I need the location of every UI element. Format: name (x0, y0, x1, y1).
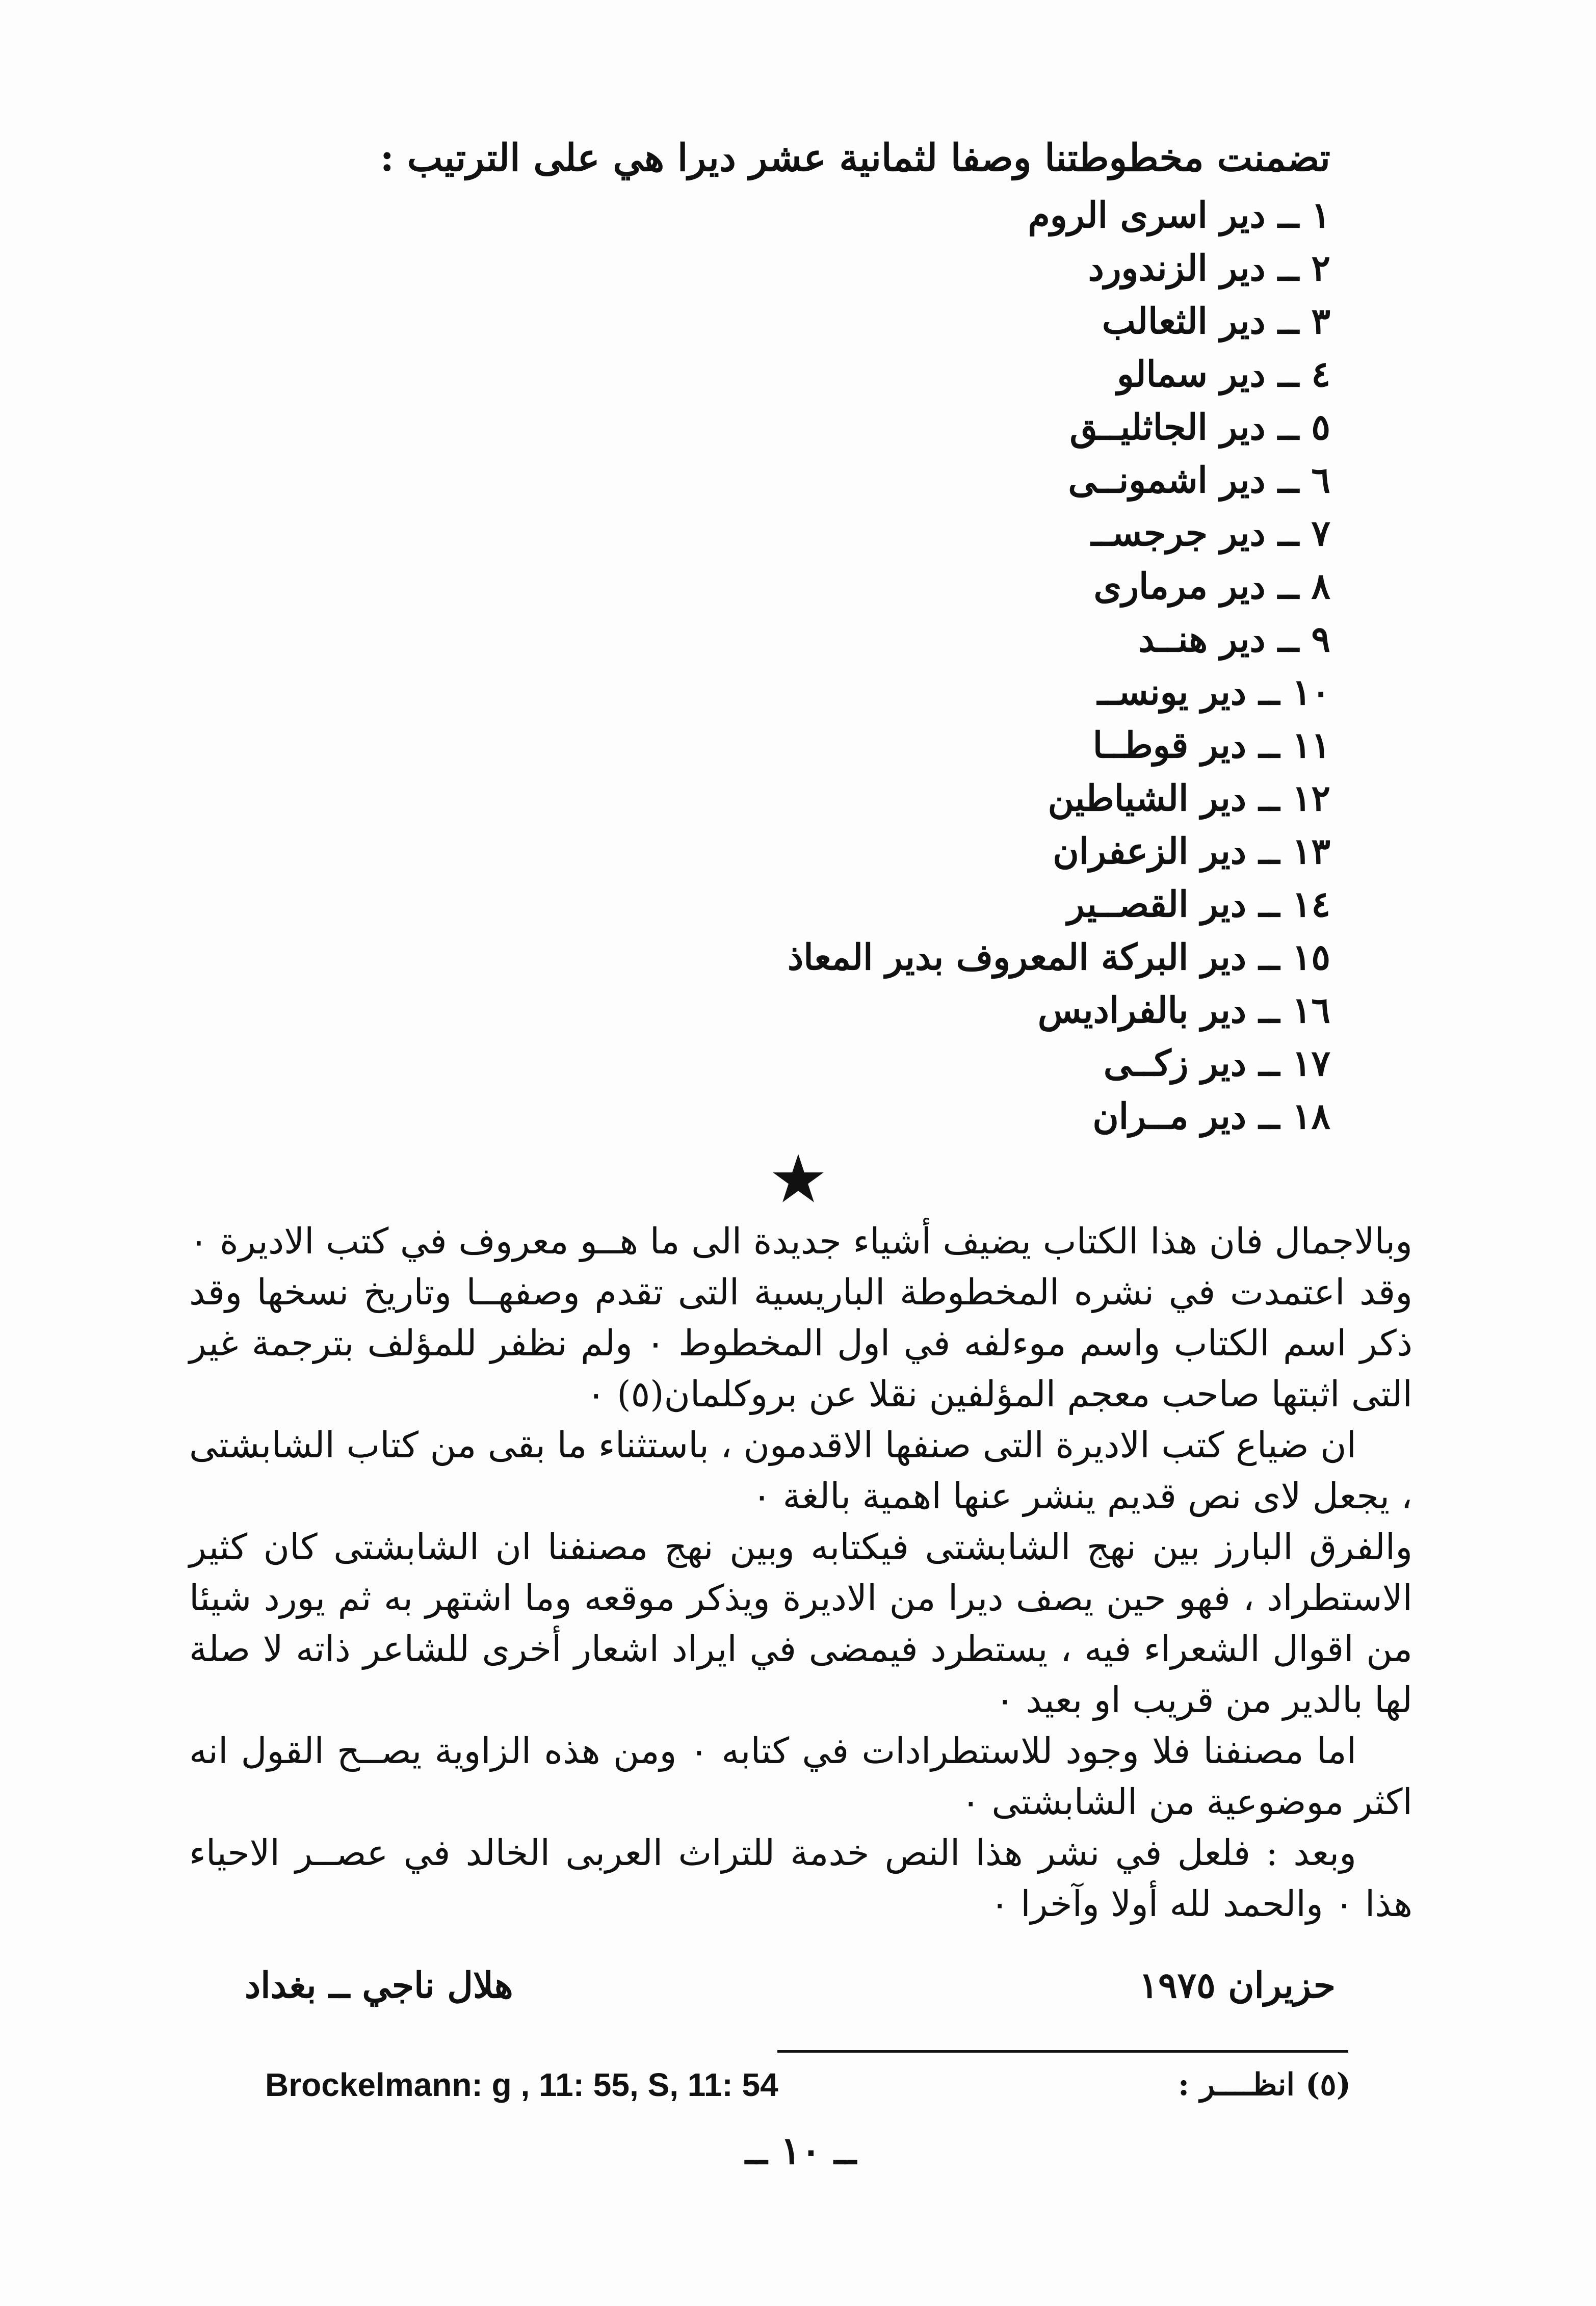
star-separator-icon: ★ (768, 1140, 828, 1218)
list-item: ١٦ ــ دير بالفراديس (1037, 989, 1330, 1031)
list-item: ١ ــ دير اسرى الروم (1028, 194, 1330, 236)
intro-sentence: تضمنت مخطوطتنا وصفا لثمانية عشر ديرا هي على الترتيب : (380, 136, 1330, 180)
signature-row (214, 1957, 1336, 2013)
list-item: ٨ ــ دير مرمارى (1093, 565, 1330, 607)
monastery-list (413, 189, 1330, 1143)
list-item: ١٢ ــ دير الشياطين (1048, 777, 1330, 819)
list-item: ٩ ــ دير هنــد (1138, 618, 1330, 660)
list-item: ٦ ــ دير اشمونــى (1068, 459, 1330, 501)
list-item: ٤ ــ دير سمالو (1117, 353, 1330, 395)
footnote-divider (777, 2050, 1348, 2053)
list-item: ١٤ ــ دير القصــير (1067, 883, 1330, 925)
list-item: ١٠ ــ دير يونســ (1097, 671, 1330, 713)
footnote-reference: Brockelmann: g , 11: 55, S, 11: 54 (265, 2066, 778, 2103)
list-item: ١١ ــ دير قوطــا (1092, 724, 1330, 766)
list-item: ١٧ ــ دير زكــى (1103, 1042, 1330, 1084)
page-number: ــ ١٠ ــ (745, 2129, 856, 2173)
list-item: ١٥ ــ دير البركة المعروف بدير المعاذ (788, 936, 1330, 978)
paragraph: والفرق البارز بين نهج الشابشتى فيكتابه وبين نهج مصنفنا ان الشابشتى كان كثير الاستطراد ، فهو حين يصف ديرا من الاديرة ويذكر موقعه وما اشتهر به ثم يورد شيئا من اقوال الشعراء فيه ، يستطرد فيمضى في ايراد اشعار أخرى للشاعر ذاته لا صلة لها بالدير من قريب او بعيد ٠ (189, 1526, 1412, 1721)
signature-author: هلال ناجي ــ بغداد (245, 1964, 513, 2006)
paragraph: ان ضياع كتب الاديرة التى صنفها الاقدمون ، باستثناء ما بقى من كتاب الشابشتى ، يجعل لاى نص قديم ينشر عنها اهمية بالغة ٠ (189, 1424, 1412, 1517)
list-item: ٧ ــ دير جرجســ (1091, 512, 1330, 554)
footnote (265, 2059, 1351, 2110)
paragraph: وبالاجمال فان هذا الكتاب يضيف أشياء جديدة الى ما هــو معروف في كتب الاديرة ٠ وقد اعتمدت في نشره المخطوطة الباريسية التى تقدم وصفهــا وتاريخ نسخها وقد ذكر اسم الكتاب واسم موءلفه في اول المخطوط ٠ ولم نظفر للمؤلف بترجمة غير التى اثبتها صاحب معجم المؤلفين نقلا عن بروكلمان(٥) ٠ (189, 1220, 1412, 1415)
paragraph: اما مصنفنا فلا وجود للاستطرادات في كتابه ٠ ومن هذه الزاوية يصــح القول انه اكثر موضوعية من الشابشتى ٠ (189, 1730, 1412, 1823)
list-item: ١٣ ــ دير الزعفران (1053, 830, 1330, 872)
signature-date: حزيران ١٩٧٥ (1139, 1964, 1336, 2006)
body-text (189, 1216, 1412, 1929)
list-item: ٣ ــ دير الثعالب (1102, 300, 1330, 342)
footnote-label: (٥) انظــــر : (1178, 2067, 1351, 2103)
paragraph: وبعد : فلعل في نشر هذا النص خدمة للتراث العربى الخالد في عصــر الاحياء هذا ٠ والحمد لله أولا وآخرا ٠ (189, 1832, 1412, 1925)
list-item: ٥ ــ دير الجاثليــق (1069, 406, 1330, 448)
list-item: ١٨ ــ دير مــران (1092, 1095, 1330, 1137)
list-item: ٢ ــ دير الزندورد (1088, 247, 1330, 289)
